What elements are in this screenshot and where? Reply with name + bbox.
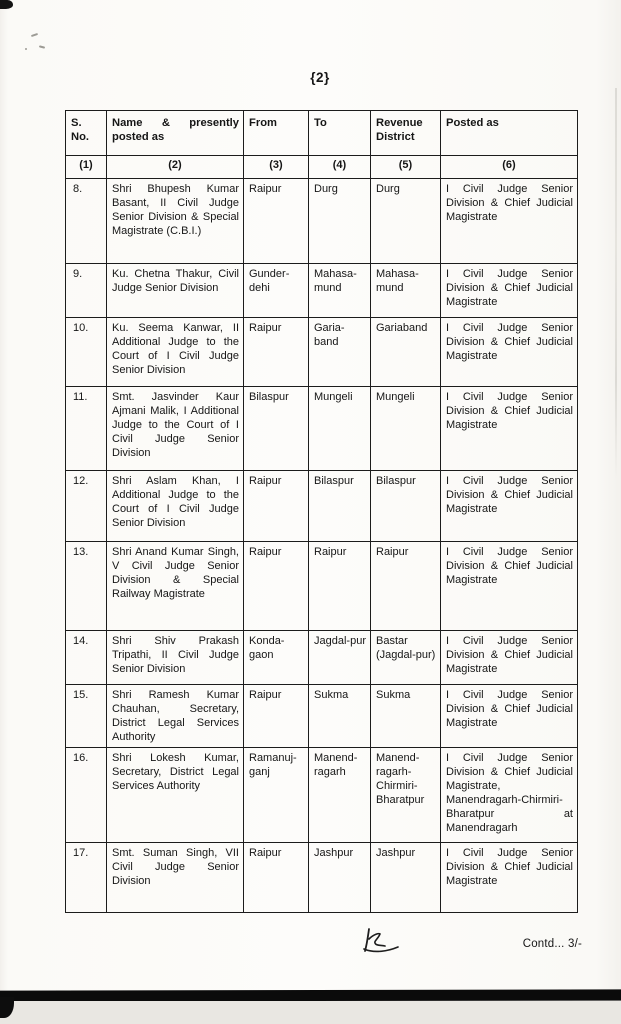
continued-label: Contd... 3/- bbox=[522, 938, 582, 950]
cell-to: Sukma bbox=[309, 685, 371, 748]
cell-serial-number: 13. bbox=[66, 542, 107, 631]
cell-from: Gunder-dehi bbox=[244, 264, 309, 318]
cell-posted-as: I Civil Judge Senior Division & Chief Judicial Magistrate bbox=[441, 318, 578, 387]
header-district: Revenue District bbox=[371, 111, 441, 156]
cell-revenue-district: Mungeli bbox=[371, 387, 441, 471]
page-number: {2} bbox=[310, 70, 330, 85]
cell-from: Raipur bbox=[244, 542, 309, 631]
cell-posted-as: I Civil Judge Senior Division & Chief Judicial Magistrate bbox=[441, 471, 578, 542]
table-row bbox=[66, 471, 578, 542]
col-index-2: (2) bbox=[107, 156, 244, 179]
cell-posted-as: I Civil Judge Senior Division & Chief Judicial Magistrate, Manendragarh-Chirmiri-Bharatpur at Manendragarh bbox=[441, 748, 578, 843]
table-row bbox=[66, 843, 578, 913]
cell-from: Konda-gaon bbox=[244, 631, 309, 685]
cell-from: Raipur bbox=[244, 471, 309, 542]
pencil-mark bbox=[25, 48, 27, 50]
cell-name-presently-posted: Shri Ramesh Kumar Chauhan, Secretary, District Legal Services Authority bbox=[107, 685, 244, 748]
cell-serial-number: 17. bbox=[66, 843, 107, 913]
cell-to: Manend-ragarh bbox=[309, 748, 371, 843]
col-index-5: (5) bbox=[371, 156, 441, 179]
cell-posted-as: I Civil Judge Senior Division & Chief Judicial Magistrate bbox=[441, 542, 578, 631]
cell-revenue-district: Gariaband bbox=[371, 318, 441, 387]
cell-to: Durg bbox=[309, 179, 371, 264]
cell-name-presently-posted: Ku. Chetna Thakur, Civil Judge Senior Division bbox=[107, 264, 244, 318]
signature-scribble bbox=[360, 926, 416, 960]
cell-name-presently-posted: Smt. Jasvinder Kaur Ajmani Malik, I Additional Judge to the Court of I Civil Judge Senior Division bbox=[107, 387, 244, 471]
cell-name-presently-posted: Ku. Seema Kanwar, II Additional Judge to the Court of I Civil Judge Senior Division bbox=[107, 318, 244, 387]
cell-to: Jashpur bbox=[309, 843, 371, 913]
cell-to: Jagdal-pur bbox=[309, 631, 371, 685]
cell-revenue-district: Jashpur bbox=[371, 843, 441, 913]
cell-name-presently-posted: Shri Bhupesh Kumar Basant, II Civil Judge Senior Division & Special Magistrate (C.B.I.) bbox=[107, 179, 244, 264]
cell-name-presently-posted: Shri Aslam Khan, I Additional Judge to the Court of I Civil Judge Senior Division bbox=[107, 471, 244, 542]
cell-posted-as: I Civil Judge Senior Division & Chief Judicial Magistrate bbox=[441, 387, 578, 471]
header-from: From bbox=[244, 111, 309, 156]
cell-from: Raipur bbox=[244, 685, 309, 748]
cell-posted-as: I Civil Judge Senior Division & Chief Judicial Magistrate bbox=[441, 843, 578, 913]
cell-serial-number: 11. bbox=[66, 387, 107, 471]
cell-serial-number: 14. bbox=[66, 631, 107, 685]
cell-from: Ramanuj-ganj bbox=[244, 748, 309, 843]
cell-posted-as: I Civil Judge Senior Division & Chief Judicial Magistrate bbox=[441, 685, 578, 748]
header-to: To bbox=[309, 111, 371, 156]
cell-serial-number: 16. bbox=[66, 748, 107, 843]
col-index-4: (4) bbox=[309, 156, 371, 179]
cell-to: Garia-band bbox=[309, 318, 371, 387]
cell-revenue-district: Sukma bbox=[371, 685, 441, 748]
table-row bbox=[66, 542, 578, 631]
cell-posted-as: I Civil Judge Senior Division & Chief Judicial Magistrate bbox=[441, 264, 578, 318]
scan-artifact-below-band bbox=[0, 1001, 621, 1024]
transfer-table bbox=[65, 110, 578, 913]
cell-serial-number: 12. bbox=[66, 471, 107, 542]
cell-revenue-district: Bastar (Jagdal-pur) bbox=[371, 631, 441, 685]
table-header-row bbox=[66, 111, 578, 156]
cell-posted-as: I Civil Judge Senior Division & Chief Judicial Magistrate bbox=[441, 179, 578, 264]
cell-serial-number: 9. bbox=[66, 264, 107, 318]
cell-name-presently-posted: Smt. Suman Singh, VII Civil Judge Senior Division bbox=[107, 843, 244, 913]
table-row bbox=[66, 264, 578, 318]
table-row bbox=[66, 318, 578, 387]
cell-revenue-district: Manend-ragarh-Chirmiri-Bharatpur bbox=[371, 748, 441, 843]
table-row bbox=[66, 685, 578, 748]
cell-serial-number: 8. bbox=[66, 179, 107, 264]
table-row bbox=[66, 179, 578, 264]
pencil-mark bbox=[31, 33, 38, 37]
cell-serial-number: 10. bbox=[66, 318, 107, 387]
cell-serial-number: 15. bbox=[66, 685, 107, 748]
cell-name-presently-posted: Shri Anand Kumar Singh, V Civil Judge Senior Division & Special Railway Magistrate bbox=[107, 542, 244, 631]
table-row bbox=[66, 631, 578, 685]
col-index-6: (6) bbox=[441, 156, 578, 179]
cell-to: Mahasa-mund bbox=[309, 264, 371, 318]
cell-posted-as: I Civil Judge Senior Division & Chief Judicial Magistrate bbox=[441, 631, 578, 685]
table-row bbox=[66, 387, 578, 471]
cell-from: Raipur bbox=[244, 179, 309, 264]
table-row bbox=[66, 748, 578, 843]
header-posted: Posted as bbox=[441, 111, 578, 156]
cell-from: Bilaspur bbox=[244, 387, 309, 471]
column-index-row bbox=[66, 156, 578, 179]
cell-to: Raipur bbox=[309, 542, 371, 631]
header-name: Name & presently posted as bbox=[107, 111, 244, 156]
scan-artifact-corner-blob bbox=[0, 0, 13, 9]
cell-revenue-district: Mahasa-mund bbox=[371, 264, 441, 318]
cell-from: Raipur bbox=[244, 318, 309, 387]
cell-name-presently-posted: Shri Lokesh Kumar, Secretary, District Legal Services Authority bbox=[107, 748, 244, 843]
header-sno: S. No. bbox=[66, 111, 107, 156]
scan-artifact-black-band bbox=[0, 989, 621, 1001]
cell-name-presently-posted: Shri Shiv Prakash Tripathi, II Civil Judge Senior Division bbox=[107, 631, 244, 685]
col-index-3: (3) bbox=[244, 156, 309, 179]
cell-to: Bilaspur bbox=[309, 471, 371, 542]
cell-revenue-district: Raipur bbox=[371, 542, 441, 631]
cell-revenue-district: Durg bbox=[371, 179, 441, 264]
pencil-mark bbox=[39, 45, 45, 48]
scan-edge-line bbox=[615, 88, 617, 480]
cell-revenue-district: Bilaspur bbox=[371, 471, 441, 542]
cell-from: Raipur bbox=[244, 843, 309, 913]
cell-to: Mungeli bbox=[309, 387, 371, 471]
col-index-1: (1) bbox=[66, 156, 107, 179]
